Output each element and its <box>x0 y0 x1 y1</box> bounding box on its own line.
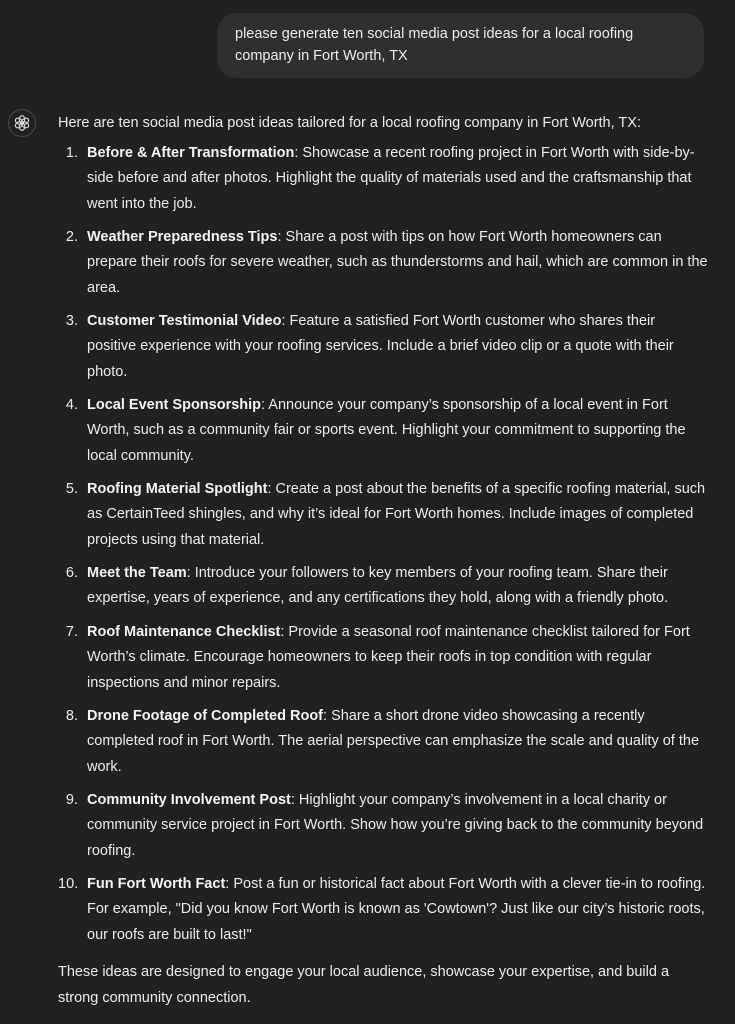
list-item <box>58 788 708 865</box>
item-number: 4. <box>65 396 78 413</box>
item-body: : Share a short drone video showcasing a recently completed roof in Fort Worth. The aerial perspective can emphasize the scale and quality of the work. <box>87 707 700 775</box>
item-number: 5. <box>65 480 78 497</box>
item-body: : Feature a satisfied Fort Worth customer who shares their positive experience with your roofing services. Include a brief video clip or a quote with their photo. <box>87 312 674 380</box>
item-title: Drone Footage of Completed Roof <box>87 707 324 724</box>
list-item <box>58 141 708 218</box>
item-body: : Announce your company’s sponsorship of a local event in Fort Worth, such as a community fair or sports event. Highlight your commitment to supporting the local community. <box>87 396 686 464</box>
user-message-text: please generate ten social media post ideas for a local roofing company in Fort Worth, TX <box>235 26 634 64</box>
item-title: Meet the Team <box>87 564 187 581</box>
item-title: Roof Maintenance Checklist <box>87 623 281 640</box>
item-title: Before & After Transformation <box>87 144 295 161</box>
item-number: 8. <box>65 707 78 724</box>
list-item <box>58 620 708 697</box>
item-number: 10. <box>58 875 79 892</box>
assistant-intro: Here are ten social media post ideas tailored for a local roofing company in Fort Worth, TX: <box>58 115 641 131</box>
item-body: : Provide a seasonal roof maintenance checklist tailored for Fort Worth’s climate. Encourage homeowners to keep their roofs in top condition with regular inspections and minor repairs. <box>87 623 690 691</box>
item-body: : Post a fun or historical fact about Fort Worth with a clever tie-in to roofing. For example, "Did you know Fort Worth is known as 'Cowtown'? Just like our city’s historic roots, our roofs are built to last!" <box>87 875 706 943</box>
ideas-list <box>58 141 708 949</box>
item-body: : Create a post about the benefits of a specific roofing material, such as CertainTeed shingles, and why it’s ideal for Fort Worth homes. Include images of completed projects using that material. <box>87 480 706 548</box>
assistant-message <box>58 111 708 1011</box>
item-number: 2. <box>65 228 78 245</box>
item-number: 6. <box>65 564 78 581</box>
item-title: Community Involvement Post <box>87 791 291 808</box>
list-item <box>58 561 708 612</box>
item-body: : Highlight your company’s involvement in a local charity or community service project in Fort Worth. Show how you’re giving back to the community beyond roofing. <box>87 791 704 859</box>
item-title: Weather Preparedness Tips <box>87 228 278 245</box>
user-message-bubble <box>217 13 704 78</box>
list-item <box>58 309 708 386</box>
list-item <box>58 872 708 949</box>
assistant-avatar <box>8 109 36 137</box>
item-title: Fun Fort Worth Fact <box>87 875 226 892</box>
item-body: : Share a post with tips on how Fort Worth homeowners can prepare their roofs for severe weather, such as thunderstorms and hail, which are common in the area. <box>87 228 708 296</box>
item-number: 3. <box>65 312 78 329</box>
item-number: 9. <box>65 791 78 808</box>
list-item <box>58 477 708 554</box>
list-item <box>58 393 708 470</box>
assistant-outro: These ideas are designed to engage your local audience, showcase your expertise, and build a strong community connection. <box>58 964 670 1006</box>
item-title: Customer Testimonial Video <box>87 312 282 329</box>
item-title: Local Event Sponsorship <box>87 396 262 413</box>
list-item <box>58 704 708 781</box>
item-title: Roofing Material Spotlight <box>87 480 268 497</box>
item-number: 7. <box>65 623 78 640</box>
openai-logo-icon <box>13 114 31 132</box>
item-body: : Showcase a recent roofing project in Fort Worth with side-by-side before and after photos. Highlight the quality of materials used and the craftsmanship that went into the job. <box>87 144 695 212</box>
item-body: : Introduce your followers to key members of your roofing team. Share their expertise, years of experience, and any certifications they hold, along with a friendly photo. <box>87 564 669 607</box>
list-item <box>58 225 708 302</box>
item-number: 1. <box>65 144 78 161</box>
